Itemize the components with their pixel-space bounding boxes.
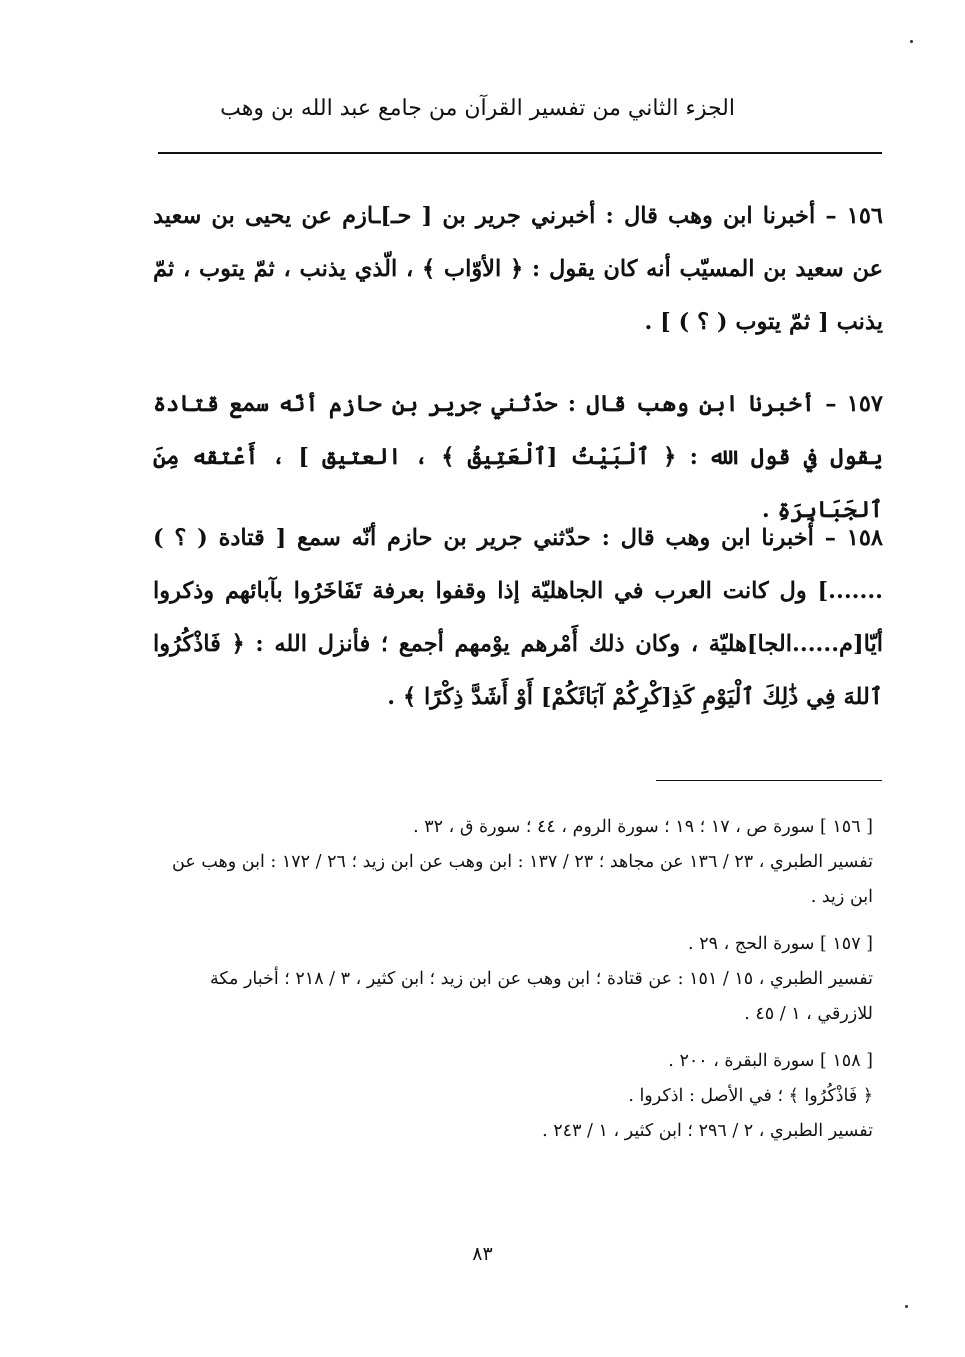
header-divider (158, 152, 882, 154)
footnotes (153, 810, 873, 1161)
footnote-line: [ ١٥٦ ] سورة ص ، ١٧ ؛ ١٩ ؛ سورة الروم ، ٤٤ ؛ سورة ق ، ٣٢ . (413, 817, 873, 837)
footnote-line: [ ١٥٧ ] سورة الحج ، ٢٩ . (688, 934, 873, 954)
footnote-line: تفسير الطبري ، ٢ / ٢٩٦ ؛ ابن كثير ، ١ / ٢٤٣ . (542, 1121, 873, 1141)
page-number: ٨٣ (472, 1243, 493, 1265)
footnote-157 (153, 927, 873, 1032)
footnote-divider (656, 780, 882, 781)
footnote-line: [ ١٥٨ ] سورة البقرة ، ٢٠٠ . (668, 1051, 873, 1071)
entry-158: ١٥٨ – أخبرنا ابن وهب قال : حدّثني جرير بن حازم أنّه سمع [ قتادة ( ؟ ) .......] ول كانت العرب في الجاهليّة إذا وقفوا بعرفة تَفَاخَرُوا بآبائهم وذكروا أيّا[م......الجا]هليّة ، وكان ذلك أَمْرهم يوْمهم أجمع ؛ فأنزل الله : ﴿ فَاذْكُرُوا ٱللهَ فِي ذَٰلِكَ ٱلْيَوْمِ كَذِ[كْرِكُمْ آبَائَكُمْ] أَوْ أَشَدَّ ذِكْرًا ﴾ . (153, 525, 883, 710)
footnote-line: تفسير الطبري ، ١٥ / ١٥١ : عن قتادة ؛ ابن وهب عن ابن زيد ؛ ابن كثير ، ٣ / ٢١٨ ؛ أخبار مكة للازرقي ، ١ / ٤٥ . (209, 969, 873, 1024)
entry-157: ١٥٧ – أخبرنا ابن وهب قال : حدّثني جرير بن حازم أنّه سمع قتادة يقول في قول الله : ﴿ ٱلْبَيْتُ [ٱلْعَتِيقُ ﴾ ، العتيق ] ، أَعْتقه مِنَ ٱلجَبَابِرَةِ . (153, 391, 883, 523)
running-header: الجزء الثاني من تفسير القرآن من جامع عبد الله بن وهب (220, 96, 735, 121)
footnote-line: ﴿ فَاذْكُرُوا ﴾ ؛ في الأصل : اذكروا . (628, 1086, 873, 1106)
footnote-156 (153, 810, 873, 915)
entry-156: ١٥٦ – أخبرنا ابن وهب قال : أخبرني جرير بن [ حـ]ـازم عن يحيى بن سعيد عن سعيد بن المسيّب أنه كان يقول : ﴿ الأوّاب ﴾ ، الّذي يذنب ، ثمّ يتوب ، ثمّ يذنب [ ثمّ يتوب ( ؟ ) ] . (153, 203, 883, 335)
scan-speck (905, 1305, 908, 1308)
footnote-158 (153, 1044, 873, 1149)
scan-speck (910, 40, 913, 43)
footnote-line: تفسير الطبري ، ٢٣ / ١٣٦ عن مجاهد ؛ ٢٣ / ١٣٧ : ابن وهب عن ابن زيد ؛ ٢٦ / ١٧٢ : ابن وهب عن ابن زيد . (172, 852, 873, 907)
